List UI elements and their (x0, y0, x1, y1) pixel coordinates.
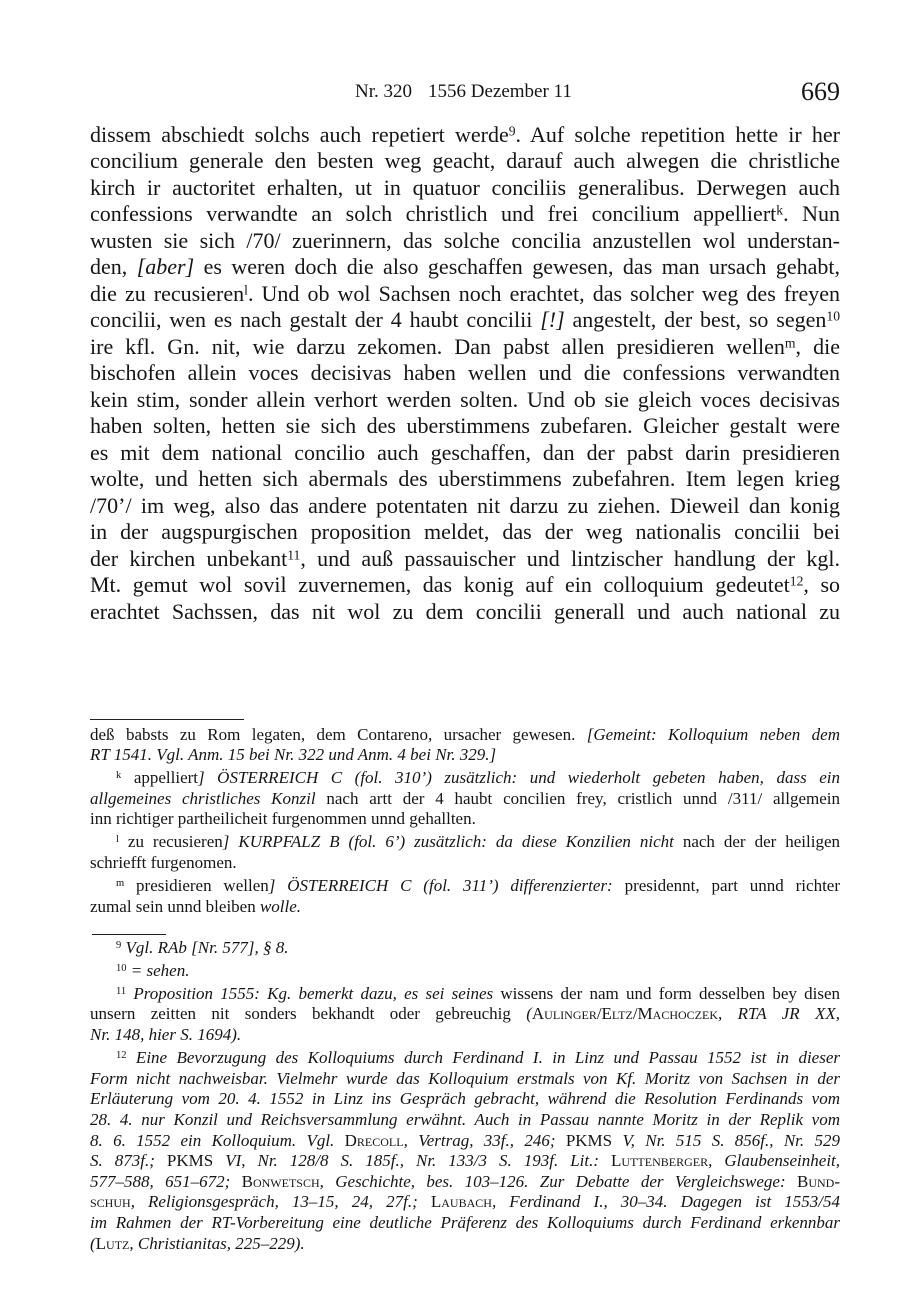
text-run: Laubach (430, 1192, 492, 1212)
text-run: kein stim, sonder allein verhort werden solten. Und ob sie gleich voces decisivas (90, 386, 840, 412)
text-run: V, Nr. 515 S. 856f., Nr. 529 (622, 1130, 840, 1150)
text-run: , so (803, 572, 841, 598)
main-text-line (90, 148, 840, 175)
text-run: Bund- (796, 1171, 840, 1191)
note-marker: 12 (789, 573, 804, 589)
text-run: den, (90, 254, 137, 280)
page-number: 669 (801, 77, 840, 106)
text-run: es mit dem national concilio auch geschaffen, dan der pabst darin presidieren (90, 439, 840, 465)
footnote-line (90, 1025, 840, 1046)
apparatus-line (90, 809, 840, 830)
footnote-line (90, 984, 840, 1005)
text-run: ] KURPFALZ B (fol. 6’) zusätzlich: da diese Konzilien nicht (222, 832, 674, 852)
note-marker: m (784, 335, 796, 351)
text-run: PKMS (154, 1151, 226, 1171)
note-marker: k (776, 202, 784, 218)
footnote-line (90, 1131, 840, 1152)
main-text-line (90, 334, 840, 361)
text-run: dissem abschiedt solchs auch repetiert werde (90, 121, 509, 147)
text-run: confessions verwandte an solch christlich und frei concilium appelliert (90, 201, 777, 227)
text-run: , Geschichte, bes. 103–126. Zur Debatte der Vergleichswege: (319, 1171, 797, 1191)
main-text-line (90, 519, 840, 546)
footnote-line (90, 1172, 840, 1193)
text-run: Nr. 148, hier S. 1694). (90, 1025, 242, 1045)
document-number: Nr. 320 (355, 81, 412, 102)
apparatus-note (90, 876, 840, 917)
text-run: , Christianitas, 225–229). (129, 1233, 305, 1253)
main-text-line (90, 254, 840, 281)
text-run: PKMS (555, 1130, 623, 1150)
footnote-line (90, 1151, 840, 1172)
footnote-line (90, 1192, 840, 1213)
text-run: presidennt, part unnd richter (612, 876, 840, 896)
main-text-line (90, 387, 840, 414)
text-run: , die (795, 333, 840, 359)
apparatus-rule (90, 719, 244, 720)
text-run: angestelt, der best, so segen (564, 307, 827, 333)
text-run: , Vertrag, 33f., 246; (403, 1130, 556, 1150)
text-run: Erläuterung vom 20. 4. 1552 in Linz ins Gespräch gebracht, während die Resolution Ferdinands vom (90, 1089, 840, 1109)
text-run: concilium generale den besten weg geacht, darauf auch alwegen die christliche (90, 148, 840, 174)
apparatus-note (90, 768, 840, 830)
apparatus-line (90, 876, 840, 897)
document-date: 1556 Dezember 11 (428, 81, 572, 102)
apparatus-line (90, 745, 840, 766)
main-text-line (90, 360, 840, 387)
text-run: unsern zeitten nit sonders bekhandt oder gebreuchig (90, 1004, 527, 1024)
note-marker: k (116, 770, 122, 782)
note-marker: 12 (116, 1050, 127, 1062)
footnote-line (90, 1234, 840, 1255)
footnote (90, 984, 840, 1046)
apparatus-line (90, 789, 840, 810)
text-run: 28. 4. nur Konzil und Reichsversammlung erwähnt. Auch in Passau nannte Moritz in der Replik vom (90, 1109, 840, 1129)
text-run: allgemeines christliches Konzil (90, 788, 316, 808)
text-run: im Rahmen der RT-Vorbereitung eine deutliche Präferenz des Kolloquiums durch Ferdinand erkennbar (90, 1212, 840, 1232)
text-run: inn richtiger partheilicheit furgenommen unnd gehallten. (90, 809, 476, 829)
text-run: kirch ir auctoritet erhalten, ut in quatuor conciliis generalibus. Derwegen auch (90, 174, 840, 200)
textual-apparatus (90, 725, 840, 918)
text-run: nach artt der 4 haubt concilien frey, cristlich unnd /311/ allgemein (315, 788, 840, 808)
text-run: ] ÖSTERREICH C (fol. 310’) zusätzlich: und wiederholt gebeten haben, dass ein (198, 768, 840, 788)
footnote (90, 961, 840, 982)
apparatus-note (90, 725, 840, 766)
footnote-line (90, 961, 840, 982)
text-run: wissens der nam und form desselben bey disen (493, 983, 840, 1003)
text-run: Eine Bevorzugung des Kolloquiums durch Ferdinand I. in Linz und Passau 1552 ist in dieser (126, 1048, 840, 1068)
text-run: deß babsts zu Rom legaten, dem Contareno, ursacher gewesen. (90, 724, 587, 744)
apparatus-line (90, 832, 840, 853)
main-text-line (90, 201, 840, 228)
text-run: 8. 6. 1552 ein Kolloquium. Vgl. (90, 1130, 345, 1150)
text-run: 577–588, 651–672; (90, 1171, 242, 1191)
text-run: in der augspurgischen proposition meldet, das der weg nationalis concilii bei (90, 519, 840, 545)
apparatus-line (90, 897, 840, 918)
text-run: wolle. (259, 896, 302, 916)
footnote-line (90, 1110, 840, 1131)
footnote-line (90, 938, 840, 959)
text-run: , Ferdinand I., 30–34. Dagegen ist 1553/54 (491, 1192, 841, 1212)
text-run: Vgl. RAb [Nr. 577], § 8. (121, 937, 289, 957)
text-run: /70’/ im weg, also das andere potentaten nit darzu zu ziehen. Dieweil dan konig (90, 492, 840, 518)
text-run: ] ÖSTERREICH C (fol. 311’) differenzierter: (268, 876, 613, 896)
text-run: zu recusieren (118, 832, 223, 852)
apparatus-line (90, 853, 840, 874)
footnote-line (90, 1213, 840, 1234)
text-run: , Glaubenseinheit, (708, 1151, 841, 1171)
text-run: zumal sein unnd bleiben (90, 896, 260, 916)
main-text-line (90, 599, 840, 626)
footnote-rule (92, 934, 166, 935)
note-marker: 10 (826, 308, 840, 324)
note-marker: 9 (508, 123, 516, 139)
text-run: Drecoll (344, 1130, 404, 1150)
text-run: . Nun (783, 201, 841, 227)
text-run: S. 873f.; (90, 1151, 155, 1171)
text-run: Mt. gemut wol sovil zuvernemen, das konig auf ein colloquium gedeutet (90, 572, 790, 598)
main-text-line (90, 546, 840, 573)
text-run: ( (526, 1004, 532, 1024)
footnote-line (90, 1089, 840, 1110)
main-text-line (90, 413, 840, 440)
text-run: Luttenberger (611, 1151, 709, 1171)
text-run: [!] (540, 307, 565, 333)
main-text (90, 122, 840, 626)
note-marker: l (244, 282, 248, 298)
text-run: haben solten, hetten sie sich des uberstimmens zubefaren. Gleicher gestalt were (90, 413, 840, 439)
footnote-line (90, 1004, 840, 1025)
text-run: Form nicht nachweisbar. Vielmehr wurde das Kolloquium erstmals von Kf. Moritz von Sachsen in der (90, 1068, 840, 1088)
main-text-line (90, 175, 840, 202)
text-run: ( (90, 1233, 96, 1253)
text-run: wusten sie sich /70/ zuerinnern, das solche concilia anzustellen wol understan- (90, 227, 840, 253)
footnote-line (90, 1048, 840, 1069)
text-run: . Und ob wol Sachsen noch erachtet, das solcher weg des freyen (247, 280, 840, 306)
text-run: der kirchen unbekant (90, 545, 288, 571)
text-run: nach der der heiligen (673, 832, 840, 852)
footnote (90, 1048, 840, 1254)
text-run: = sehen. (126, 960, 190, 980)
apparatus-note (90, 832, 840, 873)
apparatus-line (90, 768, 840, 789)
note-marker: l (116, 834, 119, 846)
main-text-line (90, 307, 840, 334)
text-run: schuh (90, 1192, 131, 1212)
text-run: Lutz (95, 1233, 130, 1253)
main-text-line (90, 281, 840, 308)
footnotes (90, 938, 840, 1254)
text-run: RT 1541. Vgl. Anm. 15 bei Nr. 322 und Anm. 4 bei Nr. 329.] (90, 745, 497, 765)
text-run: die zu recusieren (90, 280, 245, 306)
text-run: VI, Nr. 128/8 S. 185f., Nr. 133/3 S. 193f. Lit.: (225, 1151, 612, 1171)
footnote-line (90, 1069, 840, 1090)
note-marker: 11 (116, 985, 127, 997)
main-text-line (90, 122, 840, 149)
text-run: erachtet Sachssen, das nit wol zu dem concilii generall und auch national zu (90, 598, 840, 624)
main-text-line (90, 466, 840, 493)
text-run: . Auf solche repetition hette ir her (515, 121, 841, 147)
text-run: Proposition 1555: Kg. bemerkt dazu, es sei seines (126, 983, 494, 1003)
main-text-line (90, 572, 840, 599)
text-run: , und auß passauischer und lintzischer handlung der kgl. (300, 545, 840, 571)
text-run: concilii, wen es nach gestalt der 4 haubt concilii (90, 307, 541, 333)
main-text-line (90, 228, 840, 255)
text-run: appelliert (121, 768, 199, 788)
apparatus-line (90, 725, 840, 746)
text-run: presidieren wellen (124, 876, 269, 896)
note-marker: m (116, 878, 125, 890)
running-head (0, 0, 900, 110)
note-marker: 11 (287, 547, 301, 563)
text-run: Bonwetsch (241, 1171, 320, 1191)
text-run: [Gemeint: Kolloquium neben dem (586, 724, 840, 744)
text-run: ire kfl. Gn. nit, wie darzu zekomen. Dan pabst allen presidieren wellen (90, 333, 785, 359)
text-run: es weren doch die also geschaffen gewesen, das man ursach gehabt, (194, 254, 840, 280)
footnote (90, 938, 840, 959)
text-run: Aulinger/Eltz/Machoczek (531, 1004, 718, 1024)
text-run: , Religionsgespräch, 13–15, 24, 27f.; (130, 1192, 431, 1212)
text-run: schriefft furgenomen. (90, 853, 237, 873)
text-run: , RTA JR XX, (718, 1004, 840, 1024)
note-marker: 9 (116, 939, 122, 951)
text-run: bischofen allein voces decisivas haben wellen und die confessions verwandten (90, 360, 840, 386)
main-text-line (90, 440, 840, 467)
main-text-line (90, 493, 840, 520)
text-run: wolte, und hetten sich abermals des uberstimmens zubefahren. Item legen krieg (90, 466, 840, 492)
note-marker: 10 (116, 962, 127, 974)
text-run: [aber] (136, 254, 195, 280)
